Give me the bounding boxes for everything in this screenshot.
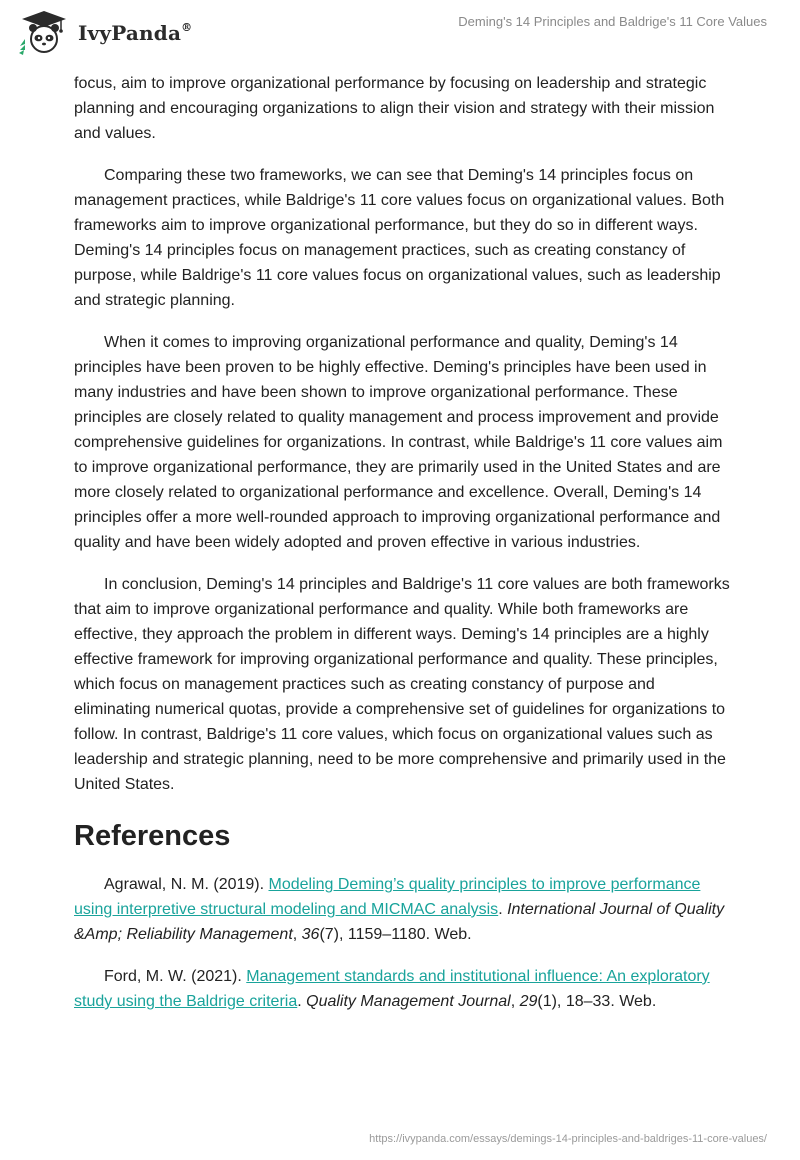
reference-link[interactable]: Management standards and institutional influence: An exploratory study using the Baldrige criteria bbox=[74, 968, 710, 1010]
reference-author: Agrawal, N. M. (2019). bbox=[104, 876, 269, 893]
page-header bbox=[0, 0, 800, 60]
reference-author: Ford, M. W. (2021). bbox=[104, 968, 247, 985]
registered-mark: ® bbox=[181, 21, 193, 34]
reference-volume: 36 bbox=[301, 926, 320, 943]
reference-item: Agrawal, N. M. (2019). Modeling Deming’s quality principles to improve performance using interpretive structural modeling and MICMAC analysis. International Journal of Quality &Amp; Reliability Management, 36(7), 1159–1180. Web. bbox=[74, 876, 725, 943]
panda-graduate-icon bbox=[14, 8, 74, 58]
source-url: https://ivypanda.com/essays/demings-14-principles-and-baldriges-11-core-values/ bbox=[369, 1133, 767, 1145]
reference-pages: (1), 18–33. Web. bbox=[537, 993, 657, 1010]
reference-journal: International Journal of Quality &Amp; Reliability Management bbox=[74, 901, 725, 943]
ivypanda-logo[interactable] bbox=[14, 8, 192, 58]
references-heading: References bbox=[74, 820, 231, 852]
reference-item: Ford, M. W. (2021). Management standards and institutional influence: An exploratory study using the Baldrige criteria. Quality Management Journal, 29(1), 18–33. Web. bbox=[74, 968, 710, 1010]
paragraph-effectiveness: When it comes to improving organizational performance and quality, Deming's 14 principles have been proven to be highly effective. Deming's principles have been used in many industries and have been shown to improve organizational performance. These principles are closely related to quality management and process improvement and provide comprehensive guidelines for organizations. In contrast, while Baldrige's 11 core values aim to improve organizational performance, they are primarily used in the United States and are more closely related to organizational performance and excellence. Overall, Deming's 14 principles offer a more well-rounded approach to improving organizational performance and quality and have been widely adopted and proven effective in various industries. bbox=[74, 334, 723, 551]
paragraph-comparison: Comparing these two frameworks, we can see that Deming's 14 principles focus on management practices, while Baldrige's 11 core values focus on organizational values. Both frameworks aim to improve organizational performance, but they do so in different ways. Deming's 14 principles focus on management practices, such as creating constancy of purpose, while Baldrige's 11 core values focus on organizational values, such as leadership and strategic planning. bbox=[74, 167, 725, 309]
paragraph-conclusion: In conclusion, Deming's 14 principles and Baldrige's 11 core values are both frameworks that aim to improve organizational performance and quality. While both frameworks are effective, they approach the problem in different ways. Deming's 14 principles are a highly effective framework for improving organizational performance and quality. These principles, which focus on management practices such as creating constancy of purpose and eliminating numerical quotas, provide a comprehensive set of guidelines for organizations to follow. In contrast, Baldrige's 11 core values, which focus on organizational values such as leadership and strategic planning, need to be more comprehensive and primarily used in the United States. bbox=[74, 576, 730, 793]
reference-journal: Quality Management Journal bbox=[306, 993, 511, 1010]
reference-link[interactable]: Modeling Deming’s quality principles to improve performance using interpretive structural modeling and MICMAC analysis bbox=[74, 876, 701, 918]
reference-volume: 29 bbox=[519, 993, 538, 1010]
essay-body bbox=[74, 71, 734, 1031]
running-title: Deming's 14 Principles and Baldrige's 11 Core Values bbox=[458, 14, 767, 29]
reference-pages: (7), 1159–1180. Web. bbox=[319, 926, 472, 943]
logo-wordmark: IvyPanda® bbox=[78, 21, 193, 45]
paragraph-continuation: focus, aim to improve organizational performance by focusing on leadership and strategic planning and encouraging organizations to align their vision and strategy with their mission and values. bbox=[74, 75, 715, 142]
